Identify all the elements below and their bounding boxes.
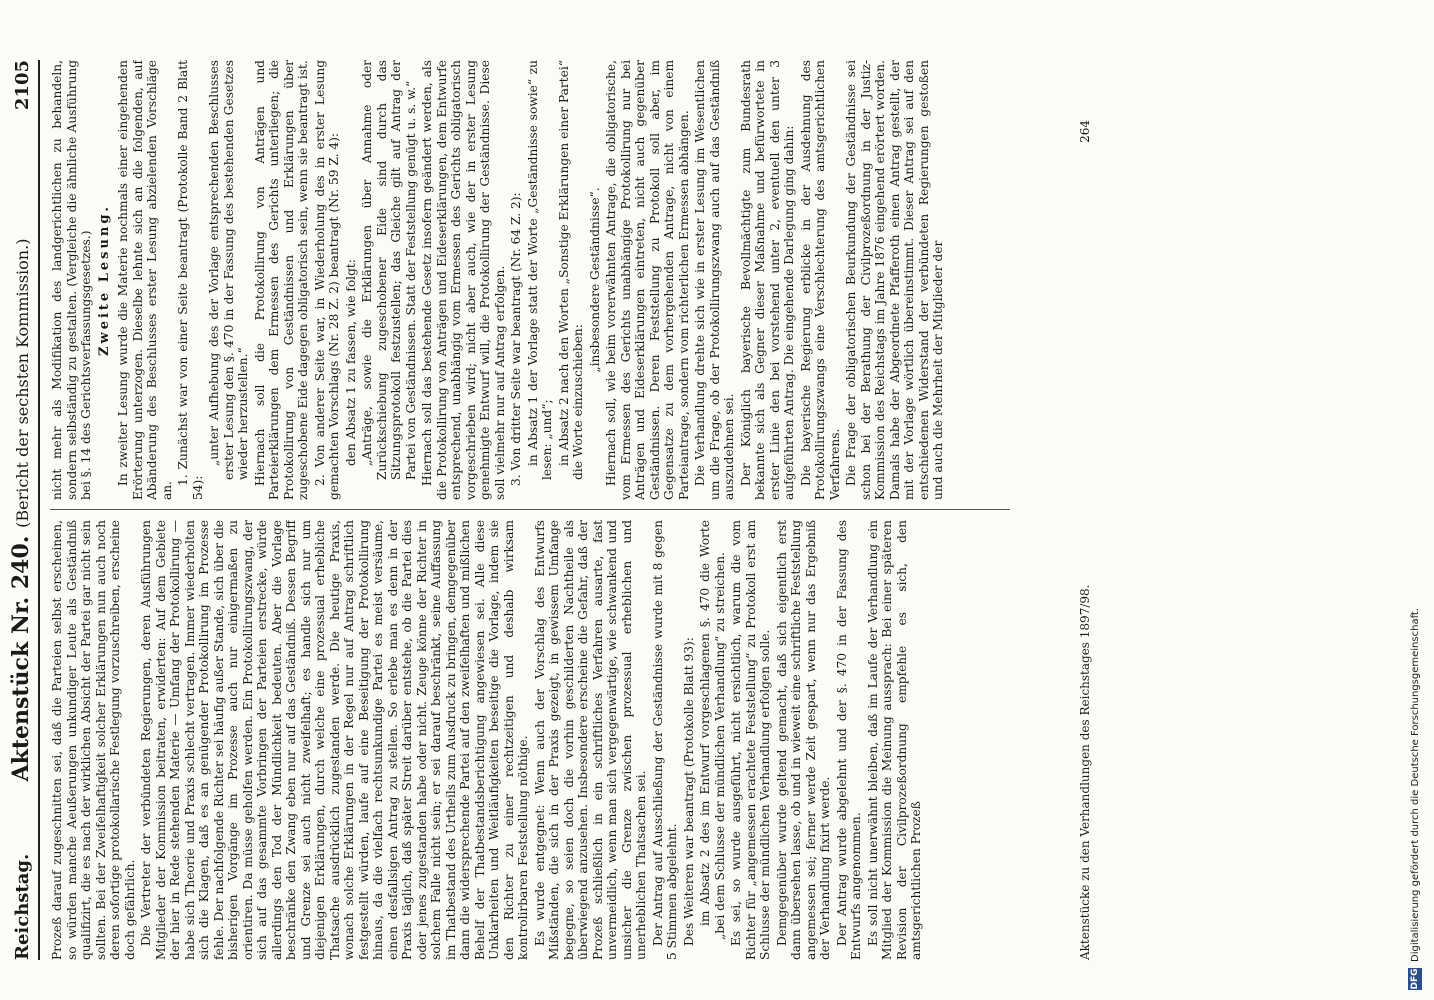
paragraph: Die Vertreter der verbündeten Regierungen, deren Ausführungen Mitglieder der Kommission beitraten, erwiderten: Auf dem Gebiete der hier in Rede stehenden Materie — Umfang der Protokollirung — habe sich Theorie und Praxis schlecht vertragen. Immer wiederholten sich die Klagen, daß es an genügender Protokollirung im Prozesse fehle. Der nachfolgende Richter sei häufig außer Stande, sich über die bisherigen Vorgänge im Prozesse auch nur einigermaßen zu orientiren. Da müsse geholfen werden. Ein Protokollirungszwang, der sich auf das gesammte Vorbringen der Parteien erstrecke, würde allerdings den Tod der Mündlichkeit bedeuten. Aber die Vorlage beschränke den Zwang eben nur auf das Geständniß. Dessen Begriff und Grenze sei auch nicht zweifelhaft; es handle sich nur um diejenigen Erklärungen, durch welche eine prozessual erhebliche Thatsache ausdrücklich zugestanden werde. Die heutige Praxis, wonach solche Erklärungen in der Regel nur auf Antrag schriftlich festgestellt würden, laufe auf eine Beseitigung der Protokollirung hinaus, da die vielfach rechtsunkundige Partei es meist versäume, einen desfallsigen Antrag zu stellen. So erlebe man es denn in der Praxis täglich, daß später Streit darüber entstehe, ob die Partei dies oder jenes zugestanden habe oder nicht. Zeuge könne der Richter in solchem Falle nicht sein; er sei darauf beschränkt, seine Auffassung im Thatbestand des Urtheils zum Ausdruck zu bringen, demgegenüber dann die widersprechende Partei auf den zweifelhaften und mißlichen Behelf der Thatbestandsberichtigung angewiesen sei. Alle diese Unklarheiten und Weitläufigkeiten beseitige die Vorlage, indem sie den Richter zu einer rechtzeitigen und deshalb wirksam kontrolirbaren Feststellung nöthige. xyxy=(139,520,530,960)
document-subtitle: (Bericht der sechsten Kommission.) xyxy=(13,238,32,528)
paragraph: 1. Zunächst war von einer Seite beantragt (Protokolle Band 2 Blatt 54): xyxy=(176,60,205,500)
paragraph: Hiernach soll, wie beim vorerwähnten Antrage, die obligatorische, vom Ermessen des Gerichts unabhängige Protokollirung nur bei Anträgen und Eideserklärungen eintreten, nicht auch gegenüber Geständnissen. Deren Feststellung zu Protokoll soll aber, im Gegensatze zu dem vorhergehenden Antrage, nicht von einem Parteiantrage, sondern vom richterlichen Ermessen abhängen. xyxy=(604,60,691,500)
paragraph: 2. Von anderer Seite war, in Wiederholung des in erster Lesung gemachten Vorschlags (Nr. 28 Z. 2) beantragt (Nr. 59 Z. 4): xyxy=(312,60,341,500)
column-divider xyxy=(50,509,1010,510)
quoted-motion: „unter Aufhebung des der Vorlage entsprechenden Beschlusses erster Lesung den §. 470 in der Fassung des bestehenden Gesetzes wieder herzustellen.“ xyxy=(207,60,250,480)
quoted-motion: in Absatz 2 nach den Worten „Sonstige Erklärungen einer Partei“ die Worte einzuschieben: xyxy=(556,60,585,480)
paragraph: Hiernach soll die Protokollirung von Anträgen und Parteierklärungen dem Ermessen des Gerichts unterliegen; die Protokollirung von Geständnissen und Erklärungen über zugeschobene Eide dagegen obligatorisch sein, wenn sie beantragt ist. xyxy=(252,60,310,500)
paragraph: Demgegenüber wurde geltend gemacht, daß sich eigentlich erst dann übersehen lasse, ob und in wieweit eine schriftliche Feststellung angemessen sei; ferner werde Zeit gespart, wenn nur das Ergebniß der Verhandlung fixirt werde. xyxy=(774,520,832,960)
footer-note: Aktenstücke zu den Verhandlungen des Reichstages 1897/98. xyxy=(1078,584,1092,960)
quoted-motion: den Absatz 1 zu fassen, wie folgt: xyxy=(343,259,358,466)
paragraph: Der Antrag auf Ausschließung der Geständnisse wurde mit 8 gegen 5 Stimmen abgelehnt. xyxy=(650,520,679,960)
quoted-motion: „Anträge, sowie die Erklärungen über Annahme oder Zurückschiebung zugeschobener Eide sind durch das Sitzungsprotokoll festzustellen; das Gleiche gilt auf Antrag der Partei von Geständnissen. Statt der Feststellung genügt u. s. w.“ xyxy=(360,60,418,480)
dfg-logo-icon: DFG xyxy=(1410,968,1420,990)
page-footer xyxy=(1078,60,1102,960)
paragraph: Die Frage der obligatorischen Beurkundung der Geständnisse sei schon bei der Berathung der Civilprozeßordnung in der Justiz-Kommission des Reichstags im Jahre 1876 eingehend erörtert worden. Damals habe der Abgeordnete Pfafferoth einen Antrag gestellt, der mit der Vorlage wörtlich übereinstimmt. Dieser Antrag sei auf den entschiedenen Widerstand der verbündeten Regierungen gestoßen und auch die Mehrheit der Mitglieder der xyxy=(844,60,945,500)
quoted-motion: im Absatz 2 des im Entwurf vorgeschlagenen §. 470 die Worte „bei dem Schlusse der mündlichen Verhandlung“ zu streichen. xyxy=(698,520,727,940)
paragraph: Der Königlich bayerische Bevollmächtigte zum Bundesrath bekannte sich als Gegner dieser Maßnahme und befürwortete in erster Linie den bei vorstehend unter 2, eventuell den unter 3 aufgeführten Antrag. Die eingehende Darlegung ging dahin: xyxy=(738,60,796,500)
paragraph: Es sei, so wurde ausgeführt, nicht ersichtlich, warum die vom Richter für „angemessen erachtete Feststellung“ zu Protokoll erst am Schlusse der mündlichen Verhandlung erfolgen solle. xyxy=(729,520,772,960)
page-header xyxy=(8,60,40,960)
section-heading: Zweite Lesung. xyxy=(96,204,112,356)
paragraph: 3. Von dritter Seite war beantragt (Nr. 64 Z. 2): xyxy=(509,192,523,486)
credit-text: Digitalisierung gefördert durch die Deutsche Forschungsgemeinschaft. xyxy=(1410,607,1421,962)
digitization-credit xyxy=(1406,0,1426,990)
paragraph: nicht mehr als Modifikation des landgerichtlichen zu behandeln, sondern selbständig zu gestalten. (Vergleiche die ähnliche Ausführung bei §. 14 des Gerichtsverfassungsgesetzes.) xyxy=(50,60,93,500)
paragraph: Es soll nicht unerwähnt bleiben, daß im Laufe der Verhandlung ein Mitglied der Kommission die Meinung aussprach: Bei einer späteren Revision der Civilprozeßordnung empfehle es sich, den amtsgerichtlichen Prozeß xyxy=(865,520,923,960)
page-number: 2105 xyxy=(12,60,33,111)
left-column xyxy=(50,520,1070,960)
paragraph: Prozeß darauf zugeschnitten sei, daß die Parteien selbst erscheinen, so würden manche Aeußerungen unkundiger Leute als Geständniß qualifizirt, die es nach der wirklichen Absicht der Partei gar nicht sein sollten. Bei der Zweifelhaftigkeit solcher Erklärungen nun auch noch deren sofortige protokollarische Festlegung vorzuschreiben, erscheine doch gefährlich. xyxy=(50,520,137,960)
paragraph: Hiernach soll das bestehende Gesetz insofern geändert werden, als die Protokollirung von Anträgen und Eideserklärungen, dem Entwurfe entsprechend, unabhängig vom Ermessen des Gerichts obligatorisch vorgeschrieben wird; nicht aber auch, wie der in erster Lesung genehmigte Entwurf will, die Protokollirung der Geständnisse. Diese soll vielmehr nur auf Antrag erfolgen. xyxy=(420,60,507,500)
running-head: Reichstag. xyxy=(12,853,33,960)
quoted-motion: „insbesondere Geständnisse“. xyxy=(587,187,602,373)
paragraph: Der Antrag wurde abgelehnt und der §. 470 in der Fassung des Entwurfs angenommen. xyxy=(834,520,863,960)
paragraph: Die Verhandlung drehte sich wie in erster Lesung im Wesentlichen um die Frage, ob der Protokollirungszwang auch auf das Geständniß auszudehnen sei. xyxy=(693,60,736,500)
paragraph: Die bayerische Regierung erblicke in der Ausdehnung des Protokollirungszwangs eine Verschlechterung des amtsgerichtlichen Verfahrens. xyxy=(798,60,842,500)
page-title xyxy=(8,60,34,960)
sheet-number: 264 xyxy=(1078,120,1092,143)
paragraph: In zweiter Lesung wurde die Materie nochmals einer eingehenden Erörterung unterzogen. Dieselbe lehnte sich an die folgenden, auf Abänderung des Beschlusses erster Lesung abzielenden Vorschläge an. xyxy=(116,60,174,500)
document-number: Aktenstück Nr. 240. xyxy=(8,535,34,782)
paragraph: Es wurde entgegnet: Wenn auch der Vorschlag des Entwurfs Mißständen, die sich in der Praxis gezeigt, in gewissem Umfange begegne, so seien doch die vorhin geschilderten Nachtheile als überwiegend anzusehen. Insbesondere erscheine die Gefahr, daß der Prozeß schließlich in ein schriftliches Verfahren ausarte, fast unvermeidlich, wenn man sich vergegenwärtige, wie schwankend und unsicher die Grenze zwischen prozessual erheblichen und unerheblichen Thatsachen sei. xyxy=(532,520,648,960)
right-column xyxy=(50,60,1070,500)
quoted-motion: in Absatz 1 der Vorlage statt der Worte „Geständnisse sowie“ zu lesen: „und“; xyxy=(525,60,554,480)
paragraph: Des Weiteren war beantragt (Protokolle Blatt 93): xyxy=(681,637,696,946)
